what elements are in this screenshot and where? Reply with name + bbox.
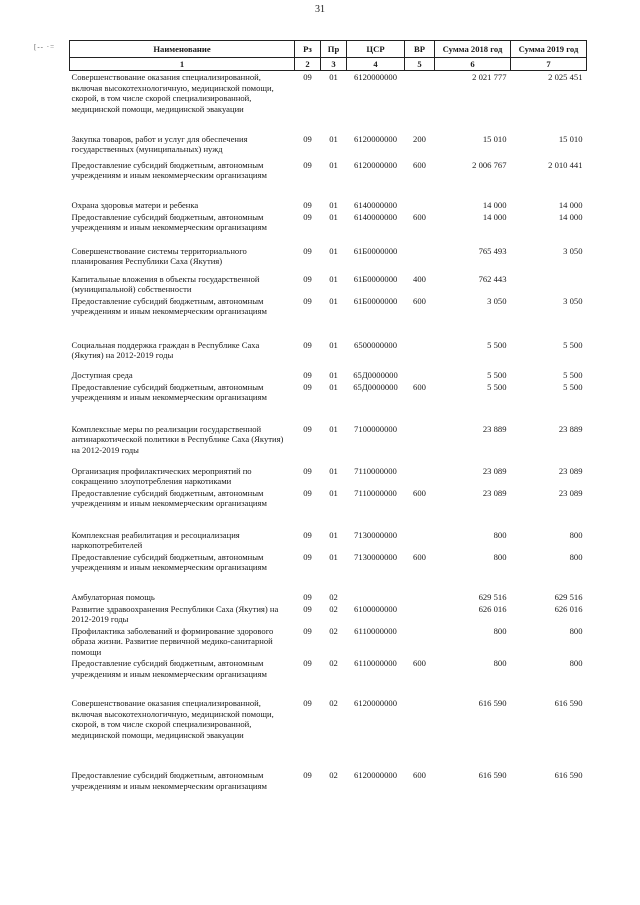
row-name: Охрана здоровья матери и ребенка xyxy=(71,199,199,210)
row-sum-2019: 616 590 xyxy=(554,770,583,780)
row-csr xyxy=(347,591,405,603)
row-pr: 01 xyxy=(329,159,338,170)
column-number: 4 xyxy=(347,58,405,71)
row-sum-2018: 14 000 xyxy=(482,199,507,210)
row-vr xyxy=(405,529,435,551)
header-csr: ЦСР xyxy=(347,41,405,58)
row-rz: 09 xyxy=(303,381,312,392)
header-pr: Пр xyxy=(321,41,347,58)
row-sum-2019: 800 xyxy=(569,529,583,540)
row-sum-2019: 800 xyxy=(569,658,583,668)
row-vr xyxy=(405,423,435,465)
table-row xyxy=(70,381,587,423)
row-sum-2019: 23 089 xyxy=(558,487,583,498)
table-row xyxy=(70,769,587,791)
row-sum-2018: 800 xyxy=(493,658,507,668)
row-sum-2018: 629 516 xyxy=(478,591,507,602)
row-vr: 600 xyxy=(413,658,426,668)
row-csr: 6140000000 xyxy=(354,211,397,222)
row-vr xyxy=(405,245,435,273)
header-sum-2019: Сумма 2019 год xyxy=(511,41,587,58)
row-sum-2019: 3 050 xyxy=(563,245,583,256)
row-name: Предоставление субсидий бюджетным, автономным учреждениям и иным некоммерческим организациям xyxy=(71,381,267,402)
row-sum-2019: 14 000 xyxy=(558,199,583,210)
table-header-row xyxy=(70,41,587,58)
row-sum-2019: 2 025 451 xyxy=(548,72,583,82)
row-csr: 6140000000 xyxy=(354,199,397,210)
row-sum-2018: 3 050 xyxy=(487,295,507,306)
row-pr: 01 xyxy=(329,211,338,222)
row-rz: 09 xyxy=(303,273,312,284)
row-name: Совершенствование оказания специализированной, включая высокотехнологичную, медицинской помощи, скорой, в том числе скорой специализированной, медицинской помощи, медицинской эвакуации xyxy=(71,72,274,114)
row-vr: 600 xyxy=(413,295,426,306)
row-pr: 01 xyxy=(329,529,338,540)
row-name: Предоставление субсидий бюджетным, автономным учреждениям и иным некоммерческим организациям xyxy=(71,487,267,508)
row-sum-2019: 5 500 xyxy=(563,339,583,350)
row-name: Предоставление субсидий бюджетным, автономным учреждениям и иным некоммерческим организациям xyxy=(71,159,267,180)
row-csr: 7130000000 xyxy=(354,529,397,540)
row-vr: 600 xyxy=(413,381,426,392)
row-vr: 600 xyxy=(413,211,426,222)
header-sum-2018: Сумма 2018 год xyxy=(435,41,511,58)
table-row xyxy=(70,295,587,339)
row-sum-2018: 765 493 xyxy=(478,245,507,256)
column-number: 6 xyxy=(435,58,511,71)
row-pr: 01 xyxy=(329,295,338,306)
row-vr: 600 xyxy=(413,551,426,562)
row-sum-2019 xyxy=(511,273,587,295)
row-csr: 7110000000 xyxy=(354,487,397,498)
table-row xyxy=(70,625,587,658)
column-number: 2 xyxy=(295,58,321,71)
row-csr: 61Б0000000 xyxy=(353,245,398,256)
table-row xyxy=(70,591,587,603)
row-csr: 6500000000 xyxy=(354,339,397,350)
row-rz: 09 xyxy=(303,698,312,708)
table-row xyxy=(70,71,587,133)
row-name: Предоставление субсидий бюджетным, автономным учреждениям и иным некоммерческим организациям xyxy=(71,295,267,316)
row-pr: 01 xyxy=(329,339,338,350)
row-rz: 09 xyxy=(303,591,312,602)
row-vr xyxy=(405,465,435,487)
margin-marks: [-- ·= xyxy=(34,43,56,51)
row-pr: 01 xyxy=(329,133,338,144)
row-rz: 09 xyxy=(303,658,312,668)
row-sum-2019: 5 500 xyxy=(563,369,583,380)
table-row xyxy=(70,551,587,591)
row-name: Совершенствование оказания специализированной, включая высокотехнологичную, медицинской помощи, скорой, в том числе скорой специализированной, медицинской помощи, медицинской эвакуации xyxy=(71,698,274,740)
row-name: Предоставление субсидий бюджетным, автономным учреждениям и иным некоммерческим организациям xyxy=(71,770,267,791)
page-number: 31 xyxy=(315,4,325,15)
row-sum-2019: 800 xyxy=(569,551,583,562)
table-row xyxy=(70,159,587,199)
column-number: 1 xyxy=(70,58,295,71)
row-name: Организация профилактических мероприятий по сокращению злоупотребления наркотиками xyxy=(71,465,252,486)
row-rz: 09 xyxy=(303,245,312,256)
column-number-row xyxy=(70,58,587,71)
row-rz: 09 xyxy=(303,199,312,210)
row-pr: 01 xyxy=(329,381,338,392)
row-vr xyxy=(405,625,435,658)
table-row xyxy=(70,245,587,273)
table-row xyxy=(70,369,587,381)
row-pr: 02 xyxy=(329,603,338,614)
row-rz: 09 xyxy=(303,551,312,562)
row-vr: 200 xyxy=(413,133,426,144)
row-rz: 09 xyxy=(303,603,312,614)
row-sum-2018: 626 016 xyxy=(478,603,507,614)
header-vr: ВР xyxy=(405,41,435,58)
row-sum-2019: 14 000 xyxy=(558,211,583,222)
row-sum-2018: 23 889 xyxy=(482,423,507,434)
row-name: Закупка товаров, работ и услуг для обеспечения государственных (муниципальных) нужд xyxy=(71,133,248,154)
row-csr: 7130000000 xyxy=(354,551,397,562)
row-name: Развитие здравоохранения Республики Саха (Якутия) на 2012-2019 годы xyxy=(71,603,279,624)
row-pr: 02 xyxy=(329,770,338,780)
header-rz: Рз xyxy=(295,41,321,58)
row-csr: 61Б0000000 xyxy=(353,273,398,284)
row-name: Совершенствование системы территориального планирования Республики Саха (Якутия) xyxy=(71,245,247,266)
row-csr: 6100000000 xyxy=(354,603,397,614)
row-rz: 09 xyxy=(303,465,312,476)
table-row xyxy=(70,657,587,697)
row-sum-2019: 5 500 xyxy=(563,381,583,392)
row-rz: 09 xyxy=(303,133,312,144)
row-pr: 01 xyxy=(329,423,338,434)
row-sum-2018: 800 xyxy=(493,551,507,562)
row-sum-2018: 15 010 xyxy=(482,133,507,144)
table-row xyxy=(70,603,587,625)
table-row xyxy=(70,133,587,159)
column-number: 7 xyxy=(511,58,587,71)
table-row xyxy=(70,465,587,487)
column-number: 3 xyxy=(321,58,347,71)
row-pr: 01 xyxy=(329,551,338,562)
row-name: Профилактика заболеваний и формирование здорового образа жизни. Развитие первичной медико-санитарной помощи xyxy=(71,625,274,657)
row-sum-2019: 15 010 xyxy=(558,133,583,144)
row-name: Амбулаторная помощь xyxy=(71,591,155,602)
row-vr: 600 xyxy=(413,487,426,498)
table-row xyxy=(70,273,587,295)
row-sum-2019: 629 516 xyxy=(554,591,583,602)
budget-table xyxy=(69,40,587,791)
row-pr: 02 xyxy=(329,698,338,708)
row-csr: 6120000000 xyxy=(354,770,397,780)
row-rz: 09 xyxy=(303,529,312,540)
row-rz: 09 xyxy=(303,423,312,434)
row-csr: 7110000000 xyxy=(354,465,397,476)
row-pr: 01 xyxy=(329,465,338,476)
table-row xyxy=(70,199,587,211)
row-sum-2019: 3 050 xyxy=(563,295,583,306)
row-name: Предоставление субсидий бюджетным, автономным учреждениям и иным некоммерческим организациям xyxy=(71,551,267,572)
table-row xyxy=(70,697,587,769)
row-vr xyxy=(405,697,435,769)
column-number: 5 xyxy=(405,58,435,71)
row-csr: 6110000000 xyxy=(354,625,397,636)
row-rz: 09 xyxy=(303,295,312,306)
row-sum-2018: 2 021 777 xyxy=(472,72,507,82)
row-sum-2018: 616 590 xyxy=(478,698,507,708)
row-csr: 65Д0000000 xyxy=(353,381,398,392)
row-sum-2018: 5 500 xyxy=(487,369,507,380)
row-vr: 600 xyxy=(413,159,426,170)
row-rz: 09 xyxy=(303,159,312,170)
row-name: Капитальные вложения в объекты государственной (муниципальной) собственности xyxy=(71,273,260,294)
row-vr xyxy=(405,603,435,625)
row-sum-2018: 800 xyxy=(493,625,507,636)
row-rz: 09 xyxy=(303,487,312,498)
row-pr: 02 xyxy=(329,658,338,668)
row-rz: 09 xyxy=(303,211,312,222)
row-sum-2019: 800 xyxy=(569,625,583,636)
row-pr: 02 xyxy=(329,625,338,636)
row-vr xyxy=(405,71,435,133)
row-name: Комплексная реабилитация и ресоциализация наркопотребителей xyxy=(71,529,240,550)
row-sum-2018: 23 089 xyxy=(482,465,507,476)
row-csr: 6120000000 xyxy=(354,72,397,82)
row-pr: 01 xyxy=(329,72,338,82)
row-csr: 61Б0000000 xyxy=(353,295,398,306)
row-csr: 6110000000 xyxy=(354,658,397,668)
row-vr xyxy=(405,591,435,603)
row-csr: 7100000000 xyxy=(354,423,397,434)
row-vr xyxy=(405,369,435,381)
row-rz: 09 xyxy=(303,339,312,350)
row-sum-2018: 5 500 xyxy=(487,381,507,392)
row-sum-2018: 762 443 xyxy=(478,273,507,284)
row-vr xyxy=(405,199,435,211)
row-name: Предоставление субсидий бюджетным, автономным учреждениям и иным некоммерческим организациям xyxy=(71,658,267,679)
row-pr: 02 xyxy=(329,591,338,602)
row-csr: 6120000000 xyxy=(354,133,397,144)
row-pr: 01 xyxy=(329,487,338,498)
row-name: Доступная среда xyxy=(71,369,133,380)
row-csr: 6120000000 xyxy=(354,159,397,170)
table-row xyxy=(70,529,587,551)
row-rz: 09 xyxy=(303,625,312,636)
row-sum-2019: 23 889 xyxy=(558,423,583,434)
table-row xyxy=(70,211,587,245)
table-body xyxy=(70,71,587,792)
row-name: Комплексные меры по реализации государственной антинаркотической политики в Республике Саха (Якутия) на 2012-2019 годы xyxy=(71,423,284,455)
row-sum-2018: 2 006 767 xyxy=(472,159,507,170)
row-pr: 01 xyxy=(329,273,338,284)
row-csr: 65Д0000000 xyxy=(353,369,398,380)
row-sum-2019: 2 010 441 xyxy=(548,159,583,170)
row-sum-2018: 800 xyxy=(493,529,507,540)
row-rz: 09 xyxy=(303,369,312,380)
table-row xyxy=(70,423,587,465)
row-sum-2019: 616 590 xyxy=(554,698,583,708)
table-row xyxy=(70,487,587,529)
row-vr: 600 xyxy=(413,770,426,780)
row-csr: 6120000000 xyxy=(354,698,397,708)
row-pr: 01 xyxy=(329,199,338,210)
row-name: Предоставление субсидий бюджетным, автономным учреждениям и иным некоммерческим организациям xyxy=(71,211,267,232)
row-sum-2019: 23 089 xyxy=(558,465,583,476)
header-name: Наименование xyxy=(70,41,295,58)
row-sum-2018: 23 089 xyxy=(482,487,507,498)
table-row xyxy=(70,339,587,369)
row-vr xyxy=(405,339,435,369)
row-sum-2019: 626 016 xyxy=(554,603,583,614)
row-pr: 01 xyxy=(329,369,338,380)
row-rz: 09 xyxy=(303,770,312,780)
row-name: Социальная поддержка граждан в Республике Саха (Якутия) на 2012-2019 годы xyxy=(71,339,260,360)
row-sum-2018: 14 000 xyxy=(482,211,507,222)
row-pr: 01 xyxy=(329,245,338,256)
row-sum-2018: 5 500 xyxy=(487,339,507,350)
row-rz: 09 xyxy=(303,72,312,82)
row-sum-2018: 616 590 xyxy=(478,770,507,780)
row-vr: 400 xyxy=(413,273,426,284)
